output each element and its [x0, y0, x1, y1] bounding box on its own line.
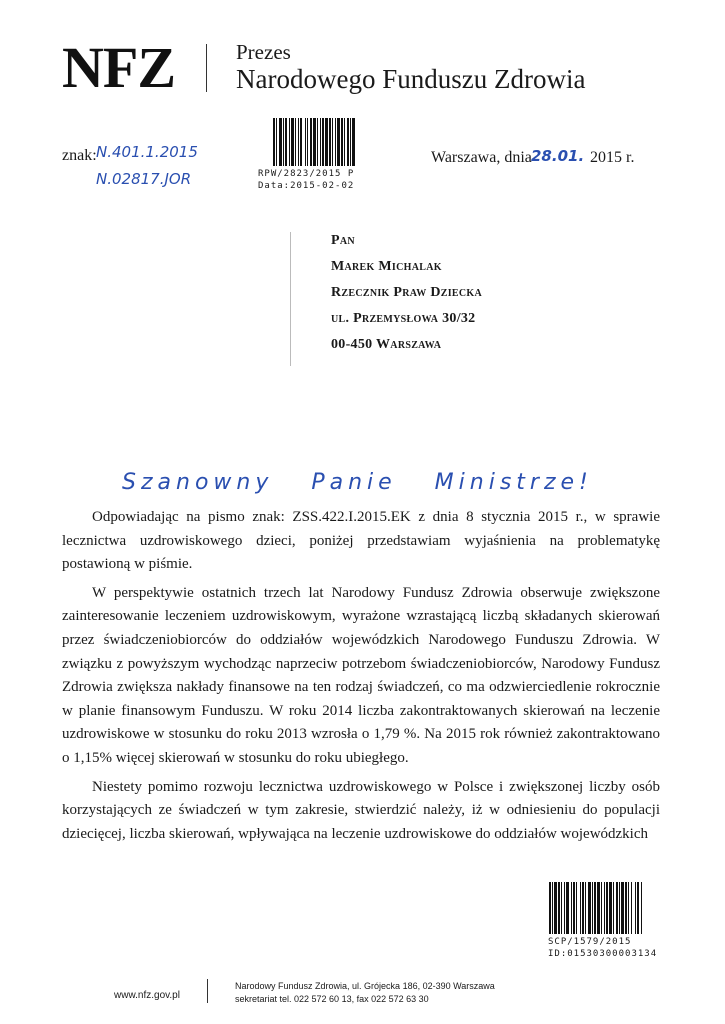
date-handwritten: 28.01. — [531, 147, 585, 165]
reference-value-2: N.02817.JOR — [96, 170, 192, 188]
addressee-name: Marek Michalak — [331, 259, 442, 274]
body-paragraph-1: Odpowiadając na pismo znak: ZSS.422.I.2015.EK z dnia 8 stycznia 2015 r., w sprawie lecznictwa uzdrowiskowego dzieci, poniżej przedstawiam wyjaśnienia na problematykę postawioną w piśmie. — [62, 509, 660, 573]
addressee-position: Rzecznik Praw Dziecka — [331, 285, 482, 300]
date-prefix: Warszawa, dnia — [431, 149, 532, 166]
body-paragraph-2: W perspektywie ostatnich trzech lat Narodowy Fundusz Zdrowia obserwuje zwiększone zainteresowanie leczeniem uzdrowiskowym, wyrażone wzrastającą liczbą składanych skierowań przez świadczeniobiorców do oddziałów wojewódzkich Narodowego Funduszu Zdrowia. W związku z powyższym wychodząc naprzeciw potrzebom świadczeniobiorców, Narodowy Fundusz Zdrowia zwiększa nakłady finansowe na ten rodzaj świadczeń, co ma odzwierciedlenie rokrocznie w planie finansowym Funduszu. W roku 2014 liczba zakontraktowanych skierowań na leczenie uzdrowiskowe w stosunku do roku 2013 wzrosła o 1,79 %. Na 2015 rok również zakontraktowano o 1,15% więcej skierowań w stosunku do roku ubiegłego. — [62, 584, 660, 766]
header-title-big: Narodowego Funduszu Zdrowia — [236, 64, 586, 94]
top-barcode-line1: RPW/2823/2015 P — [258, 169, 355, 179]
footer-contact: sekretariat tel. 022 572 60 13, fax 022 572 63 30 — [235, 994, 429, 1004]
reference-value-1: N.401.1.2015 — [96, 143, 198, 161]
addressee-city: 00-450 Warszawa — [331, 337, 442, 352]
top-barcode-line2: Data:2015-02-02 — [258, 181, 355, 191]
bottom-barcode-line2: ID:01530300003134 — [548, 949, 658, 959]
bottom-barcode-line1: SCP/1579/2015 — [548, 937, 632, 947]
bottom-barcode — [549, 882, 661, 934]
footer-divider — [207, 979, 208, 1003]
barcode-bar — [355, 118, 357, 166]
body-paragraph-3: Niestety pomimo rozwoju lecznictwa uzdrowiskowego w Polsce i zwiększonej liczby osób korzystających ze świadczeń w tym zakresie, stwierdzić należy, iż w odniesieniu do populacji dziecięcej, liczba skierowań, wpływająca na leczenie uzdrowiskowe do oddziałów wojewódzkich — [62, 778, 660, 842]
date-suffix: 2015 r. — [590, 149, 635, 166]
barcode-bar — [641, 882, 642, 934]
letter-body — [62, 506, 660, 851]
header-title-small: Prezes — [236, 40, 291, 64]
footer-address: Narodowy Fundusz Zdrowia, ul. Grójecka 186, 02-390 Warszawa — [235, 981, 495, 991]
addressee-title: Pan — [331, 233, 355, 248]
logo-divider — [206, 44, 207, 92]
address-margin-line — [290, 232, 291, 366]
addressee-street: ul. Przemysłowa 30/32 — [331, 311, 476, 326]
salutation: Szanowny Panie Ministrze! — [122, 470, 593, 495]
nfz-logo: NFZ — [62, 35, 175, 100]
footer-website: www.nfz.gov.pl — [114, 990, 180, 1001]
top-barcode — [273, 118, 371, 166]
reference-label: znak: — [62, 147, 97, 164]
